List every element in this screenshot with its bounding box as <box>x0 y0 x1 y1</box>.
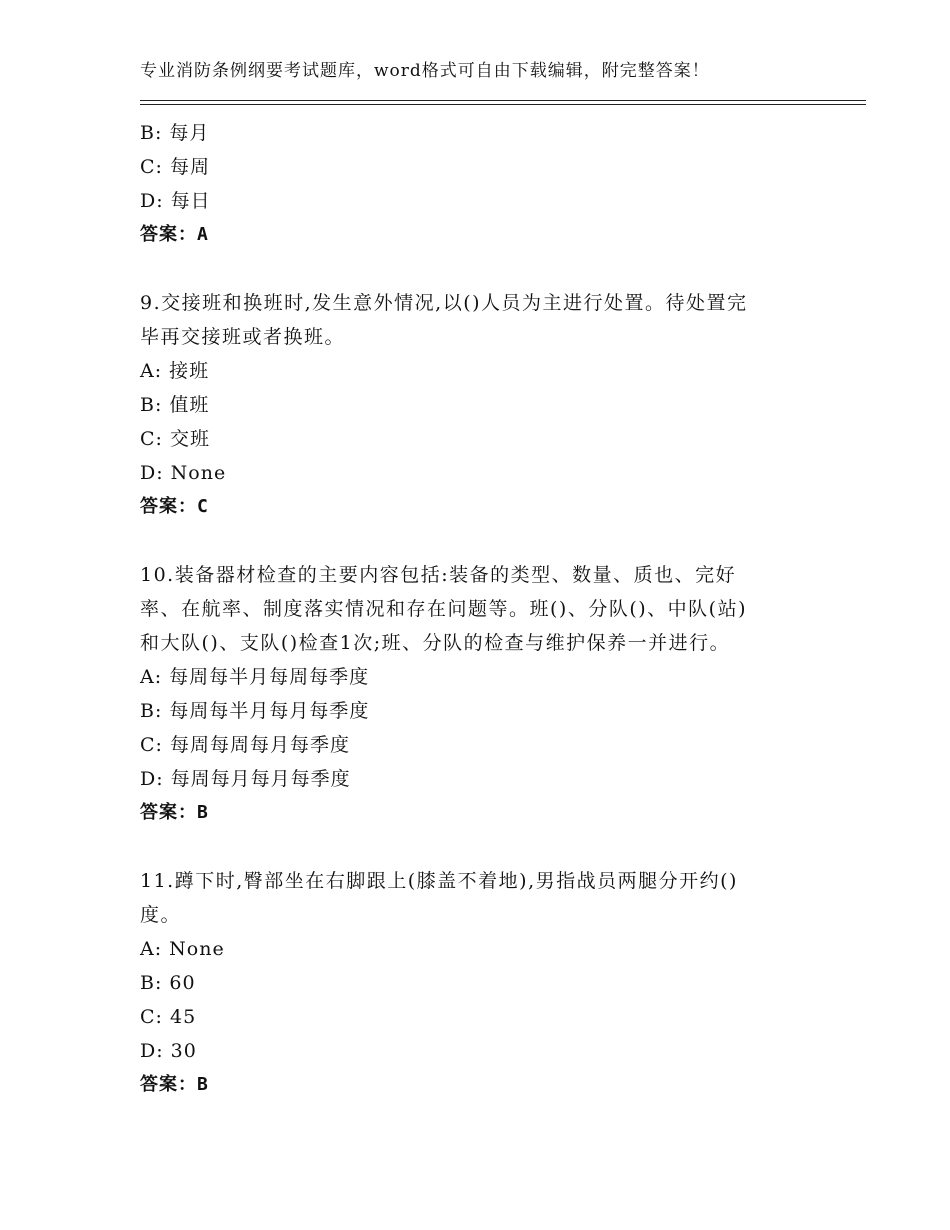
option-d: D: None <box>140 462 227 484</box>
question-stem: 11.蹲下时,臀部坐在右脚跟上(膝盖不着地),男指战员两腿分开约() <box>140 870 738 892</box>
question-9 <box>140 286 820 524</box>
option-d: D: 30 <box>140 1040 197 1062</box>
option-d: D: 每周每月每月每季度 <box>140 768 351 790</box>
answer: 答案：A <box>140 224 209 245</box>
question-content <box>140 116 820 1102</box>
question-stem: 10.装备器材检查的主要内容包括:装备的类型、数量、质也、完好 <box>140 564 737 586</box>
option-b: B: 值班 <box>140 394 210 416</box>
question-11 <box>140 864 820 1102</box>
option-c: C: 每周每周每月每季度 <box>140 734 350 756</box>
option-c: C: 45 <box>140 1006 197 1028</box>
option-a: A: 每周每半月每周每季度 <box>140 666 370 688</box>
header-rule-top <box>140 100 866 101</box>
option-a: A: 接班 <box>140 360 210 382</box>
answer: 答案：C <box>140 496 209 517</box>
option-d: D: 每日 <box>140 190 211 212</box>
option-b: B: 每月 <box>140 122 210 144</box>
option-c: C: 每周 <box>140 156 210 178</box>
question-10 <box>140 558 820 830</box>
question-stem: 和大队()、支队()检查1次;班、分队的检查与维护保养一并进行。 <box>140 632 731 654</box>
header-rule-bottom <box>140 104 866 105</box>
question-stem: 度。 <box>140 904 182 926</box>
option-c: C: 交班 <box>140 428 210 450</box>
option-b: B: 每周每半月每月每季度 <box>140 700 370 722</box>
question-stem: 9.交接班和换班时,发生意外情况,以()人员为主进行处置。待处置完 <box>140 292 748 314</box>
question-stem: 率、在航率、制度落实情况和存在问题等。班()、分队()、中队(站) <box>140 598 747 620</box>
prev-question <box>140 116 820 252</box>
option-a: A: None <box>140 938 225 960</box>
page-header: 专业消防条例纲要考试题库，word格式可自由下载编辑，附完整答案！ <box>140 61 710 81</box>
option-b: B: 60 <box>140 972 196 994</box>
answer: 答案：B <box>140 1074 209 1095</box>
question-stem: 毕再交接班或者换班。 <box>140 326 346 348</box>
answer: 答案：B <box>140 802 209 823</box>
